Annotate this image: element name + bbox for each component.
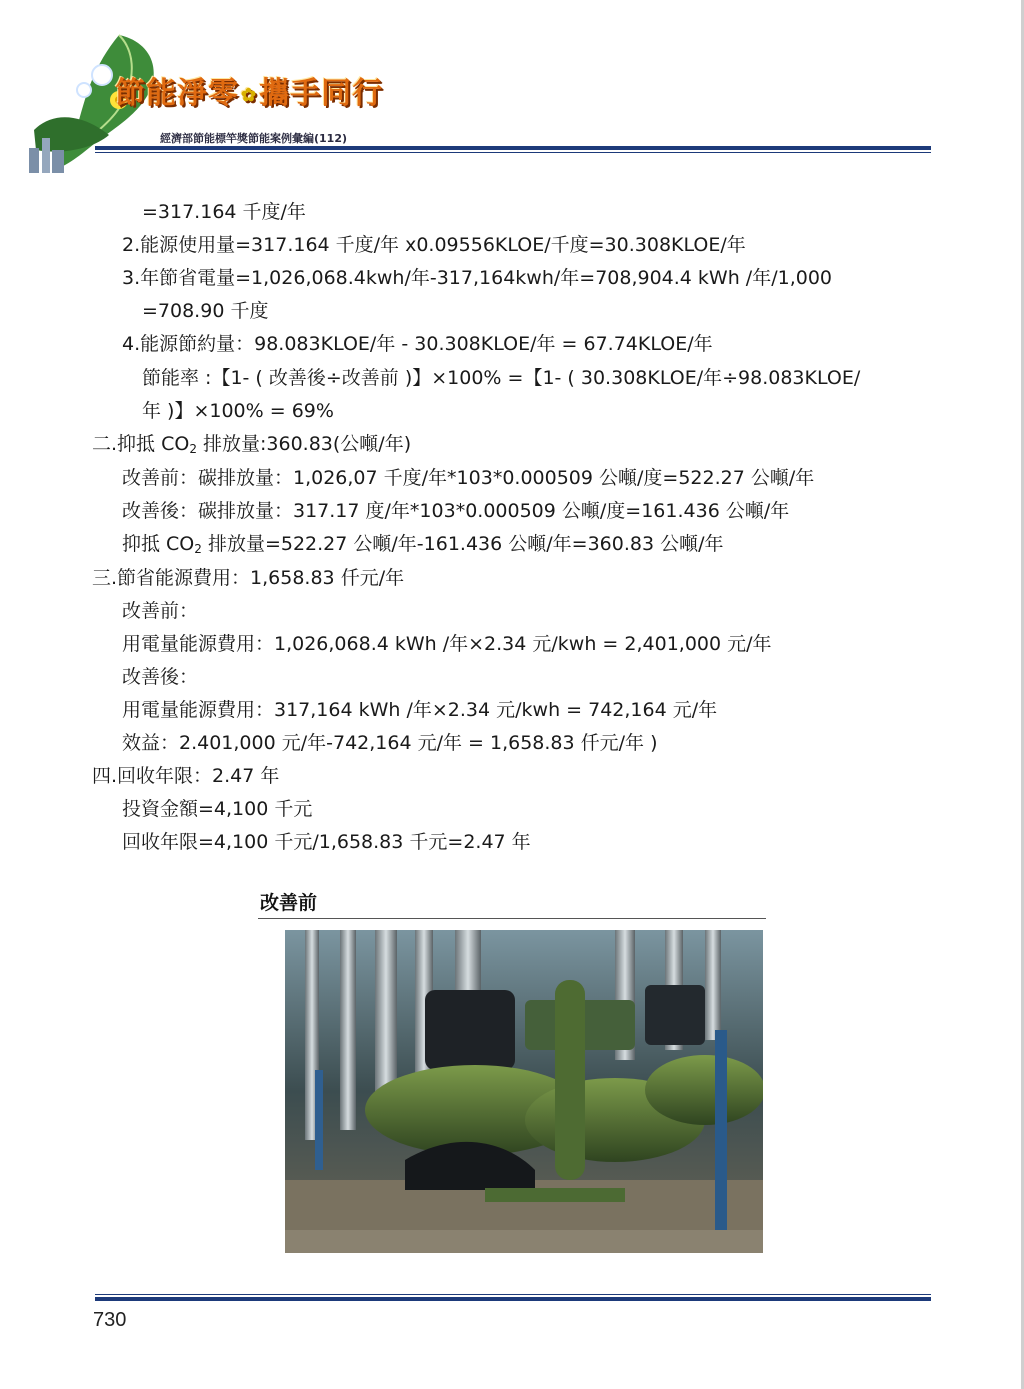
brand-title-part1: 節能淨零	[115, 76, 239, 111]
co2-subscript: 2	[194, 542, 202, 556]
header-subtitle: 經濟部節能標竿獎節能案例彙編(112)	[160, 132, 348, 145]
co2-subscript: 2	[189, 442, 197, 456]
photo-caption: 改善前	[260, 892, 318, 914]
text-line: 年 )】×100% = 69%	[142, 400, 334, 422]
footer-rule-thin	[95, 1294, 931, 1295]
co2-heading-text: 排放量:360.83(公噸/年)	[196, 433, 412, 455]
text-line: 改善後：	[122, 666, 199, 688]
photo-caption-rule	[258, 918, 766, 919]
text-line: 效益：2.401,000 元/年-742,164 元/年 = 1,658.83 仟元/年 )	[122, 732, 658, 754]
co2-result-text: 抑抵 CO	[122, 533, 195, 555]
text-line: 回收年限=4,100 千元/1,658.83 千元=2.47 年	[122, 831, 531, 853]
text-line: =317.164 千度/年	[142, 201, 306, 223]
co2-result-text: 排放量=522.27 公噸/年-161.436 公噸/年=360.83 公噸/年	[201, 533, 724, 555]
text-line: =708.90 千度	[142, 300, 269, 322]
text-line: 節能率 :【1- ( 改善後÷改善前 )】×100% =【1- ( 30.308KLOE/年÷98.083KLOE/	[142, 367, 861, 389]
text-line: 用電量能源費用：317,164 kWh /年×2.34 元/kwh = 742,164 元/年	[122, 699, 718, 721]
text-line: 改善前：	[122, 600, 199, 622]
section-heading-co2	[92, 432, 411, 461]
text-line: 3.年節省電量=1,026,068.4kwh/年-317,164kwh/年=708,904.4 kWh /年/1,000	[122, 267, 832, 289]
text-line: 4.能源節約量：98.083KLOE/年 - 30.308KLOE/年 = 67.74KLOE/年	[122, 333, 713, 355]
text-line: 改善後：碳排放量：317.17 度/年*103*0.000509 公噸/度=161.436 公噸/年	[122, 500, 790, 522]
co2-result-line	[122, 532, 724, 561]
co2-heading-text: 二.抑抵 CO	[92, 433, 190, 455]
text-line: 用電量能源費用：1,026,068.4 kWh /年×2.34 元/kwh = 2,401,000 元/年	[122, 633, 772, 655]
text-line: 改善前：碳排放量：1,026,07 千度/年*103*0.000509 公噸/度=522.27 公噸/年	[122, 467, 815, 489]
section-heading-payback: 四.回收年限：2.47 年	[92, 765, 280, 787]
header-rule	[95, 146, 931, 150]
text-line: 投資金額=4,100 千元	[122, 798, 313, 820]
chiller-photo	[285, 930, 763, 1253]
page-number: 730	[93, 1309, 127, 1331]
brand-title	[115, 68, 383, 112]
header-rule-thin	[95, 152, 931, 153]
section-heading-cost: 三.節省能源費用：1,658.83 仟元/年	[92, 567, 405, 589]
brand-separator-icon: ✿	[241, 84, 258, 106]
text-line: 2.能源使用量=317.164 千度/年 x0.09556KLOE/千度=30.308KLOE/年	[122, 234, 746, 256]
footer-rule	[95, 1297, 931, 1301]
chiller-photo-illustration	[285, 930, 763, 1253]
brand-title-part2: 攜手同行	[259, 76, 384, 111]
